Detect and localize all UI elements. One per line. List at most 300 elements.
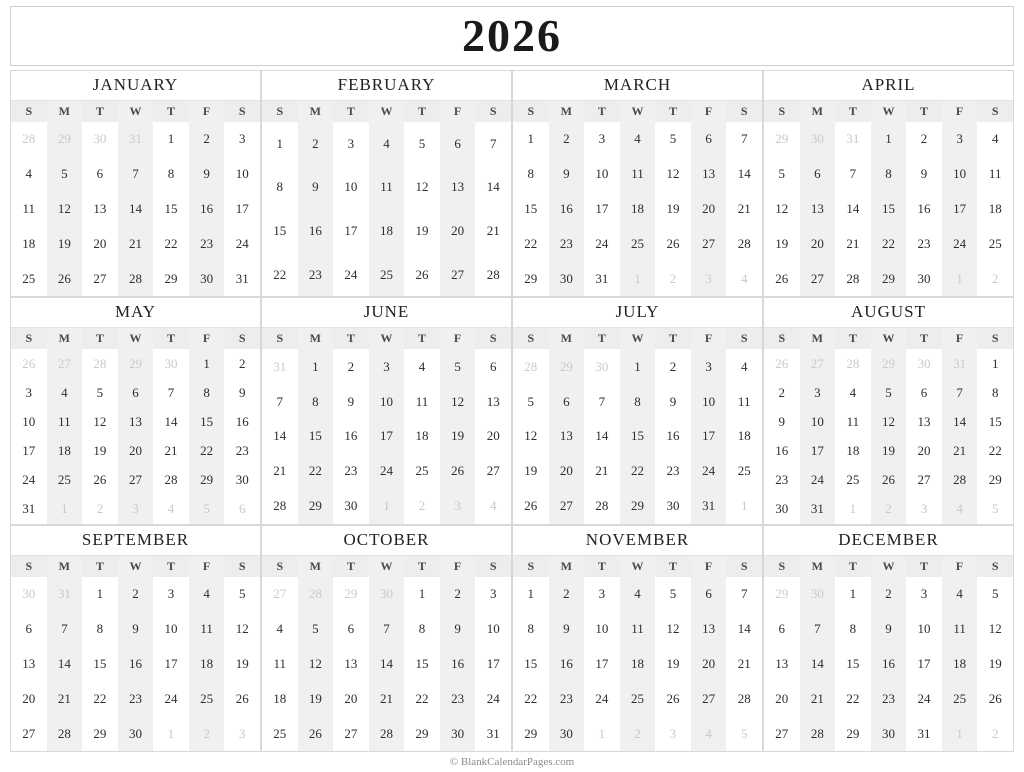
- day-cell[interactable]: 18: [942, 646, 978, 681]
- day-cell[interactable]: 30: [189, 261, 225, 296]
- day-cell[interactable]: 19: [666, 201, 680, 217]
- day-cell[interactable]: 11: [415, 393, 429, 409]
- day-cell-adjacent-month[interactable]: 5: [740, 725, 748, 741]
- day-cell[interactable]: 10: [917, 620, 931, 636]
- day-cell[interactable]: 11: [273, 655, 287, 671]
- day-cell[interactable]: 3: [489, 586, 497, 602]
- day-cell[interactable]: 11: [369, 166, 405, 210]
- day-cell-adjacent-month[interactable]: 30: [800, 577, 836, 612]
- day-cell[interactable]: 26: [524, 498, 538, 514]
- day-cell[interactable]: 5: [991, 586, 999, 602]
- day-cell-adjacent-month[interactable]: 2: [418, 498, 426, 514]
- day-cell[interactable]: 25: [189, 681, 225, 716]
- day-cell[interactable]: 18: [620, 192, 656, 227]
- day-cell[interactable]: 5: [238, 586, 246, 602]
- day-cell[interactable]: 2: [298, 122, 334, 166]
- day-cell[interactable]: 5: [47, 157, 83, 192]
- day-cell[interactable]: 6: [920, 384, 928, 400]
- day-cell[interactable]: 20: [486, 428, 500, 444]
- day-cell[interactable]: 21: [164, 442, 178, 458]
- day-cell[interactable]: 25: [737, 463, 751, 479]
- day-cell[interactable]: 7: [47, 612, 83, 647]
- day-cell-adjacent-month[interactable]: 29: [871, 349, 907, 378]
- day-cell[interactable]: 14: [595, 428, 609, 444]
- day-cell[interactable]: 29: [846, 725, 860, 741]
- day-cell[interactable]: 27: [917, 472, 931, 488]
- day-cell[interactable]: 4: [942, 577, 978, 612]
- day-cell[interactable]: 13: [691, 157, 727, 192]
- day-cell[interactable]: 27: [440, 253, 476, 297]
- day-cell[interactable]: 21: [846, 236, 860, 251]
- day-cell-adjacent-month[interactable]: 29: [47, 122, 83, 157]
- day-cell[interactable]: 13: [344, 655, 358, 671]
- day-cell[interactable]: 13: [917, 413, 931, 429]
- day-cell[interactable]: 12: [440, 384, 476, 419]
- day-cell[interactable]: 11: [846, 413, 860, 429]
- day-cell[interactable]: 24: [369, 454, 405, 489]
- day-cell[interactable]: 16: [549, 192, 585, 227]
- day-cell-adjacent-month[interactable]: 1: [620, 261, 656, 296]
- day-cell[interactable]: 4: [25, 166, 33, 182]
- day-cell[interactable]: 7: [276, 393, 284, 409]
- day-cell[interactable]: 16: [666, 428, 680, 444]
- day-cell-adjacent-month[interactable]: 27: [800, 349, 836, 378]
- day-cell[interactable]: 18: [369, 209, 405, 253]
- day-cell-adjacent-month[interactable]: 2: [620, 716, 656, 751]
- day-cell-adjacent-month[interactable]: 31: [273, 358, 287, 374]
- day-cell-adjacent-month[interactable]: 4: [942, 495, 978, 524]
- day-cell[interactable]: 1: [991, 355, 999, 371]
- day-cell-adjacent-month[interactable]: 4: [489, 498, 497, 514]
- day-cell-adjacent-month[interactable]: 4: [740, 270, 748, 286]
- day-cell[interactable]: 24: [595, 236, 609, 251]
- day-cell[interactable]: 29: [988, 472, 1002, 488]
- day-cell-adjacent-month[interactable]: 1: [942, 716, 978, 751]
- day-cell[interactable]: 15: [273, 222, 287, 238]
- day-cell-adjacent-month[interactable]: 26: [775, 355, 789, 371]
- day-cell[interactable]: 4: [418, 358, 426, 374]
- day-cell-adjacent-month[interactable]: 2: [991, 725, 999, 741]
- day-cell[interactable]: 9: [871, 612, 907, 647]
- day-cell[interactable]: 26: [440, 454, 476, 489]
- day-cell[interactable]: 25: [369, 253, 405, 297]
- day-cell[interactable]: 11: [942, 612, 978, 647]
- day-cell[interactable]: 12: [415, 179, 429, 195]
- day-cell[interactable]: 26: [988, 690, 1002, 706]
- day-cell[interactable]: 15: [620, 419, 656, 454]
- day-cell[interactable]: 12: [235, 620, 249, 636]
- day-cell[interactable]: 26: [298, 716, 334, 751]
- day-cell-adjacent-month[interactable]: 2: [96, 501, 104, 517]
- day-cell[interactable]: 21: [369, 681, 405, 716]
- day-cell[interactable]: 2: [440, 577, 476, 612]
- day-cell[interactable]: 21: [273, 463, 287, 479]
- day-cell[interactable]: 9: [440, 612, 476, 647]
- day-cell[interactable]: 29: [164, 270, 178, 286]
- day-cell[interactable]: 2: [871, 577, 907, 612]
- day-cell[interactable]: 30: [666, 498, 680, 514]
- day-cell[interactable]: 3: [942, 122, 978, 157]
- day-cell[interactable]: 10: [486, 620, 500, 636]
- day-cell-adjacent-month[interactable]: 4: [691, 716, 727, 751]
- day-cell[interactable]: 2: [549, 122, 585, 157]
- day-cell[interactable]: 15: [871, 192, 907, 227]
- day-cell[interactable]: 25: [273, 725, 287, 741]
- day-cell[interactable]: 17: [942, 192, 978, 227]
- day-cell-adjacent-month[interactable]: 2: [189, 716, 225, 751]
- day-cell[interactable]: 20: [800, 227, 836, 262]
- day-cell[interactable]: 8: [189, 378, 225, 407]
- day-cell[interactable]: 6: [800, 157, 836, 192]
- day-cell[interactable]: 30: [871, 716, 907, 751]
- day-cell[interactable]: 1: [620, 349, 656, 384]
- day-cell[interactable]: 9: [238, 384, 246, 400]
- day-cell[interactable]: 23: [189, 227, 225, 262]
- day-cell[interactable]: 24: [164, 690, 178, 706]
- day-cell[interactable]: 14: [273, 428, 287, 444]
- day-cell-adjacent-month[interactable]: 3: [238, 725, 246, 741]
- day-cell-adjacent-month[interactable]: 30: [917, 355, 931, 371]
- day-cell[interactable]: 4: [369, 122, 405, 166]
- day-cell[interactable]: 28: [800, 716, 836, 751]
- day-cell[interactable]: 17: [486, 655, 500, 671]
- day-cell[interactable]: 3: [167, 586, 175, 602]
- day-cell[interactable]: 24: [486, 690, 500, 706]
- day-cell[interactable]: 4: [189, 577, 225, 612]
- day-cell[interactable]: 1: [527, 586, 535, 602]
- day-cell[interactable]: 11: [47, 407, 83, 436]
- day-cell[interactable]: 29: [415, 725, 429, 741]
- day-cell[interactable]: 13: [118, 407, 154, 436]
- day-cell[interactable]: 22: [273, 266, 287, 282]
- day-cell[interactable]: 14: [118, 192, 154, 227]
- day-cell[interactable]: 10: [595, 166, 609, 182]
- day-cell[interactable]: 14: [737, 620, 751, 636]
- day-cell[interactable]: 14: [846, 201, 860, 217]
- day-cell[interactable]: 20: [22, 690, 36, 706]
- day-cell[interactable]: 22: [524, 236, 538, 251]
- day-cell[interactable]: 19: [871, 436, 907, 465]
- day-cell[interactable]: 5: [527, 393, 535, 409]
- day-cell[interactable]: 12: [93, 413, 107, 429]
- day-cell[interactable]: 10: [22, 413, 36, 429]
- day-cell[interactable]: 7: [598, 393, 606, 409]
- day-cell[interactable]: 16: [775, 442, 789, 458]
- day-cell-adjacent-month[interactable]: 28: [22, 131, 36, 147]
- day-cell-adjacent-month[interactable]: 1: [849, 501, 857, 517]
- day-cell[interactable]: 28: [118, 261, 154, 296]
- day-cell[interactable]: 6: [25, 620, 33, 636]
- day-cell[interactable]: 12: [524, 428, 538, 444]
- day-cell[interactable]: 6: [118, 378, 154, 407]
- day-cell[interactable]: 14: [486, 179, 500, 195]
- day-cell[interactable]: 26: [415, 266, 429, 282]
- day-cell[interactable]: 10: [800, 407, 836, 436]
- day-cell[interactable]: 5: [778, 166, 786, 182]
- day-cell[interactable]: 16: [118, 646, 154, 681]
- day-cell-adjacent-month[interactable]: 29: [775, 131, 789, 147]
- day-cell[interactable]: 17: [917, 655, 931, 671]
- day-cell-adjacent-month[interactable]: 3: [118, 495, 154, 524]
- day-cell[interactable]: 24: [344, 266, 358, 282]
- day-cell[interactable]: 5: [418, 135, 426, 151]
- day-cell[interactable]: 16: [549, 646, 585, 681]
- day-cell[interactable]: 17: [369, 419, 405, 454]
- day-cell[interactable]: 1: [298, 349, 334, 384]
- day-cell[interactable]: 28: [47, 716, 83, 751]
- day-cell[interactable]: 11: [620, 157, 656, 192]
- day-cell[interactable]: 28: [942, 466, 978, 495]
- day-cell[interactable]: 24: [22, 472, 36, 488]
- day-cell[interactable]: 3: [691, 349, 727, 384]
- day-cell[interactable]: 18: [988, 201, 1002, 217]
- day-cell[interactable]: 17: [22, 442, 36, 458]
- day-cell[interactable]: 26: [871, 466, 907, 495]
- day-cell[interactable]: 18: [415, 428, 429, 444]
- day-cell-adjacent-month[interactable]: 29: [118, 349, 154, 378]
- day-cell[interactable]: 25: [846, 472, 860, 488]
- day-cell-adjacent-month[interactable]: 4: [167, 501, 175, 517]
- day-cell[interactable]: 15: [164, 201, 178, 217]
- day-cell[interactable]: 8: [991, 384, 999, 400]
- day-cell-adjacent-month[interactable]: 3: [691, 261, 727, 296]
- day-cell[interactable]: 28: [164, 472, 178, 488]
- day-cell[interactable]: 29: [524, 725, 538, 741]
- day-cell[interactable]: 14: [164, 413, 178, 429]
- day-cell[interactable]: 22: [524, 690, 538, 706]
- day-cell[interactable]: 10: [369, 384, 405, 419]
- day-cell[interactable]: 17: [595, 655, 609, 671]
- day-cell[interactable]: 2: [238, 355, 246, 371]
- day-cell[interactable]: 29: [93, 725, 107, 741]
- day-cell[interactable]: 24: [917, 690, 931, 706]
- day-cell-adjacent-month[interactable]: 30: [164, 355, 178, 371]
- day-cell[interactable]: 22: [620, 454, 656, 489]
- day-cell-adjacent-month[interactable]: 1: [942, 261, 978, 296]
- day-cell[interactable]: 12: [666, 620, 680, 636]
- day-cell-adjacent-month[interactable]: 3: [669, 725, 677, 741]
- day-cell[interactable]: 16: [298, 209, 334, 253]
- day-cell[interactable]: 4: [849, 384, 857, 400]
- day-cell[interactable]: 24: [942, 227, 978, 262]
- day-cell[interactable]: 29: [298, 489, 334, 524]
- day-cell[interactable]: 25: [620, 227, 656, 262]
- day-cell[interactable]: 16: [917, 201, 931, 217]
- day-cell[interactable]: 19: [524, 463, 538, 479]
- day-cell[interactable]: 9: [118, 612, 154, 647]
- day-cell[interactable]: 14: [737, 166, 751, 182]
- day-cell[interactable]: 1: [527, 131, 535, 147]
- day-cell[interactable]: 5: [298, 612, 334, 647]
- day-cell[interactable]: 12: [988, 620, 1002, 636]
- day-cell[interactable]: 26: [93, 472, 107, 488]
- day-cell[interactable]: 21: [942, 436, 978, 465]
- day-cell-adjacent-month[interactable]: 27: [47, 349, 83, 378]
- day-cell[interactable]: 30: [917, 270, 931, 286]
- day-cell[interactable]: 7: [740, 131, 748, 147]
- day-cell-adjacent-month[interactable]: 28: [524, 358, 538, 374]
- day-cell[interactable]: 6: [691, 122, 727, 157]
- day-cell[interactable]: 5: [669, 131, 677, 147]
- day-cell[interactable]: 14: [47, 646, 83, 681]
- day-cell[interactable]: 6: [549, 384, 585, 419]
- day-cell[interactable]: 18: [22, 236, 36, 251]
- day-cell[interactable]: 21: [737, 201, 751, 217]
- day-cell[interactable]: 7: [118, 157, 154, 192]
- day-cell[interactable]: 7: [740, 586, 748, 602]
- day-cell[interactable]: 27: [800, 261, 836, 296]
- day-cell-adjacent-month[interactable]: 6: [238, 501, 246, 517]
- day-cell[interactable]: 3: [347, 135, 355, 151]
- day-cell-adjacent-month[interactable]: 31: [118, 122, 154, 157]
- day-cell[interactable]: 3: [238, 131, 246, 147]
- day-cell[interactable]: 15: [524, 655, 538, 671]
- day-cell[interactable]: 9: [347, 393, 355, 409]
- day-cell-adjacent-month[interactable]: 30: [93, 131, 107, 147]
- day-cell[interactable]: 13: [691, 612, 727, 647]
- day-cell[interactable]: 28: [737, 690, 751, 706]
- day-cell[interactable]: 1: [849, 586, 857, 602]
- day-cell[interactable]: 4: [620, 577, 656, 612]
- day-cell-adjacent-month[interactable]: 29: [344, 586, 358, 602]
- day-cell[interactable]: 31: [235, 270, 249, 286]
- day-cell[interactable]: 16: [344, 428, 358, 444]
- day-cell[interactable]: 31: [800, 495, 836, 524]
- day-cell[interactable]: 14: [942, 407, 978, 436]
- day-cell[interactable]: 17: [344, 222, 358, 238]
- day-cell[interactable]: 27: [22, 725, 36, 741]
- day-cell[interactable]: 20: [118, 436, 154, 465]
- day-cell[interactable]: 23: [871, 681, 907, 716]
- day-cell[interactable]: 6: [96, 166, 104, 182]
- day-cell[interactable]: 8: [527, 620, 535, 636]
- day-cell-adjacent-month[interactable]: 1: [598, 725, 606, 741]
- day-cell-adjacent-month[interactable]: 28: [298, 577, 334, 612]
- day-cell[interactable]: 17: [691, 419, 727, 454]
- day-cell[interactable]: 20: [775, 690, 789, 706]
- day-cell[interactable]: 7: [489, 135, 497, 151]
- day-cell[interactable]: 16: [871, 646, 907, 681]
- day-cell[interactable]: 1: [189, 349, 225, 378]
- day-cell[interactable]: 9: [549, 612, 585, 647]
- day-cell[interactable]: 21: [800, 681, 836, 716]
- day-cell-adjacent-month[interactable]: 1: [740, 498, 748, 514]
- day-cell[interactable]: 20: [917, 442, 931, 458]
- day-cell[interactable]: 4: [47, 378, 83, 407]
- day-cell[interactable]: 23: [235, 442, 249, 458]
- day-cell[interactable]: 2: [549, 577, 585, 612]
- day-cell-adjacent-month[interactable]: 1: [47, 495, 83, 524]
- day-cell[interactable]: 23: [775, 472, 789, 488]
- day-cell[interactable]: 22: [189, 436, 225, 465]
- day-cell-adjacent-month[interactable]: 27: [273, 586, 287, 602]
- day-cell-adjacent-month[interactable]: 2: [871, 495, 907, 524]
- day-cell[interactable]: 21: [595, 463, 609, 479]
- day-cell[interactable]: 28: [273, 498, 287, 514]
- day-cell-adjacent-month[interactable]: 30: [369, 577, 405, 612]
- day-cell[interactable]: 6: [347, 620, 355, 636]
- day-cell[interactable]: 4: [620, 122, 656, 157]
- day-cell[interactable]: 25: [47, 466, 83, 495]
- day-cell[interactable]: 24: [800, 466, 836, 495]
- day-cell[interactable]: 7: [167, 384, 175, 400]
- day-cell[interactable]: 30: [118, 716, 154, 751]
- day-cell[interactable]: 29: [524, 270, 538, 286]
- day-cell[interactable]: 15: [298, 419, 334, 454]
- day-cell[interactable]: 1: [418, 586, 426, 602]
- day-cell[interactable]: 10: [942, 157, 978, 192]
- day-cell[interactable]: 26: [47, 261, 83, 296]
- day-cell[interactable]: 9: [298, 166, 334, 210]
- day-cell[interactable]: 27: [118, 466, 154, 495]
- day-cell[interactable]: 26: [666, 236, 680, 251]
- day-cell[interactable]: 8: [167, 166, 175, 182]
- day-cell-adjacent-month[interactable]: 1: [167, 725, 175, 741]
- day-cell[interactable]: 28: [595, 498, 609, 514]
- day-cell[interactable]: 21: [737, 655, 751, 671]
- day-cell[interactable]: 31: [486, 725, 500, 741]
- day-cell[interactable]: 22: [871, 227, 907, 262]
- day-cell[interactable]: 20: [93, 236, 107, 251]
- day-cell[interactable]: 9: [778, 413, 786, 429]
- day-cell[interactable]: 22: [164, 236, 178, 251]
- day-cell[interactable]: 25: [942, 681, 978, 716]
- day-cell[interactable]: 23: [666, 463, 680, 479]
- day-cell[interactable]: 13: [549, 419, 585, 454]
- day-cell[interactable]: 19: [47, 227, 83, 262]
- day-cell[interactable]: 27: [691, 681, 727, 716]
- day-cell[interactable]: 24: [595, 690, 609, 706]
- day-cell[interactable]: 18: [737, 428, 751, 444]
- day-cell-adjacent-month[interactable]: 29: [775, 586, 789, 602]
- day-cell[interactable]: 28: [486, 266, 500, 282]
- day-cell[interactable]: 9: [189, 157, 225, 192]
- day-cell[interactable]: 25: [620, 681, 656, 716]
- day-cell[interactable]: 13: [93, 201, 107, 217]
- day-cell-adjacent-month[interactable]: 28: [846, 355, 860, 371]
- day-cell[interactable]: 2: [669, 358, 677, 374]
- day-cell[interactable]: 18: [273, 690, 287, 706]
- day-cell[interactable]: 13: [486, 393, 500, 409]
- day-cell-adjacent-month[interactable]: 2: [991, 270, 999, 286]
- day-cell-adjacent-month[interactable]: 1: [369, 489, 405, 524]
- day-cell[interactable]: 12: [47, 192, 83, 227]
- day-cell[interactable]: 6: [489, 358, 497, 374]
- day-cell[interactable]: 18: [47, 436, 83, 465]
- day-cell[interactable]: 4: [991, 131, 999, 147]
- day-cell[interactable]: 30: [235, 472, 249, 488]
- day-cell[interactable]: 15: [93, 655, 107, 671]
- day-cell[interactable]: 17: [595, 201, 609, 217]
- day-cell[interactable]: 17: [164, 655, 178, 671]
- day-cell[interactable]: 19: [235, 655, 249, 671]
- day-cell[interactable]: 17: [800, 436, 836, 465]
- day-cell-adjacent-month[interactable]: 29: [549, 349, 585, 384]
- day-cell[interactable]: 3: [598, 131, 606, 147]
- day-cell[interactable]: 20: [440, 209, 476, 253]
- day-cell[interactable]: 19: [298, 681, 334, 716]
- day-cell[interactable]: 30: [344, 498, 358, 514]
- day-cell[interactable]: 11: [988, 166, 1002, 182]
- day-cell[interactable]: 18: [620, 646, 656, 681]
- day-cell[interactable]: 6: [778, 620, 786, 636]
- day-cell[interactable]: 7: [849, 166, 857, 182]
- day-cell-adjacent-month[interactable]: 5: [189, 495, 225, 524]
- day-cell[interactable]: 31: [917, 725, 931, 741]
- day-cell[interactable]: 8: [96, 620, 104, 636]
- day-cell[interactable]: 3: [369, 349, 405, 384]
- day-cell[interactable]: 26: [775, 270, 789, 286]
